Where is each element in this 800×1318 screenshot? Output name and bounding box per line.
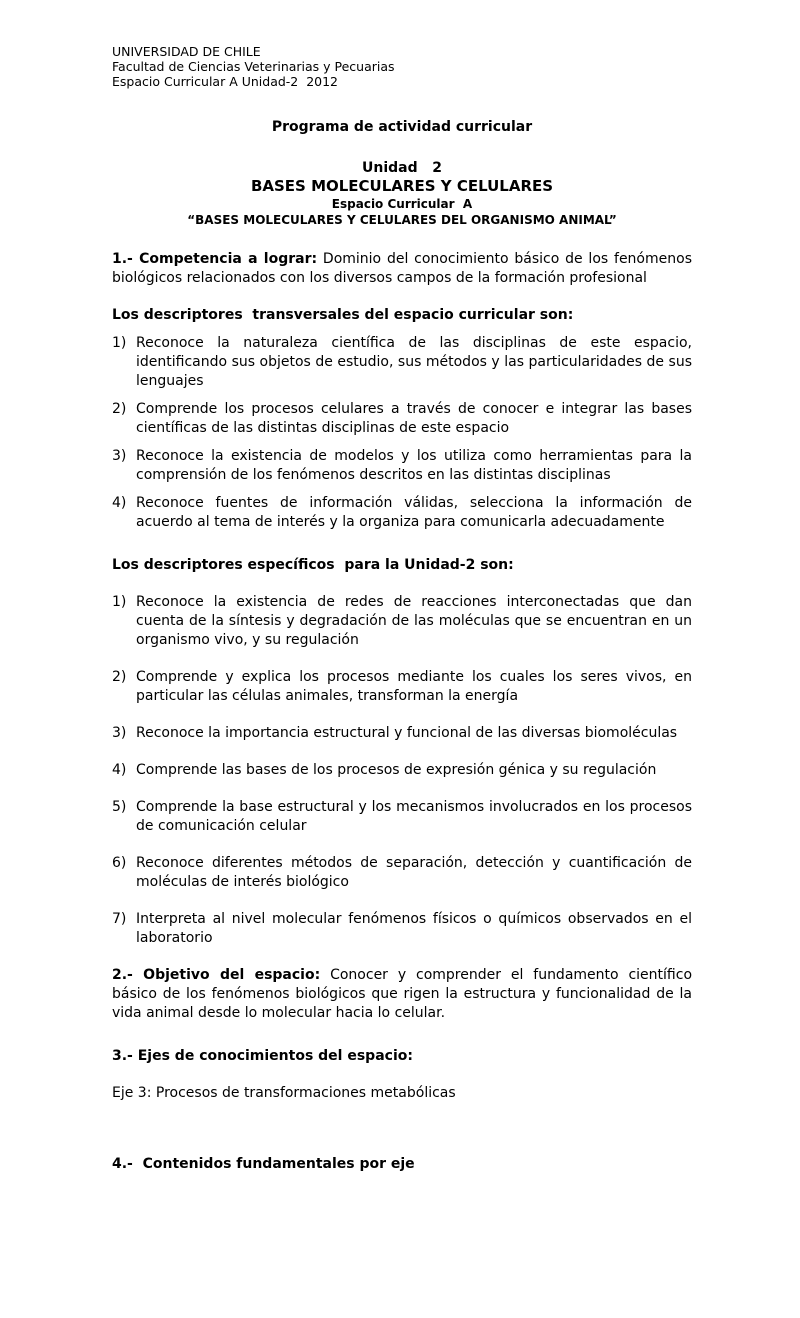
list-item-number: 3) bbox=[112, 725, 127, 741]
eje-3-line: Eje 3: Procesos de transformaciones metabólicas bbox=[112, 1085, 456, 1101]
unit-title: BASES MOLECULARES Y CELULARES bbox=[250, 177, 554, 195]
unit-number: Unidad 2 bbox=[362, 160, 442, 176]
list-item-text: Comprende las bases de los procesos de expresión génica y su regulación bbox=[136, 762, 657, 778]
list-item-text: Reconoce la existencia de redes de reacciones interconectadas que dan cuenta de la síntesis y degradación de las moléculas que se encuentran en un organismo vivo, y su regulación bbox=[136, 594, 692, 648]
list-item-number: 1) bbox=[112, 335, 127, 351]
list-item-text: Comprende y explica los procesos mediante los cuales los seres vivos, en particular las células animales, transforman la energía bbox=[136, 669, 692, 704]
objetivo-label: 2.- Objetivo del espacio: bbox=[112, 967, 321, 983]
list-item-number: 4) bbox=[112, 495, 127, 511]
unit-subtitle: “BASES MOLECULARES Y CELULARES DEL ORGANISMO ANIMAL” bbox=[187, 213, 617, 227]
header-university: UNIVERSIDAD DE CHILE bbox=[112, 44, 261, 59]
list-item bbox=[112, 400, 692, 438]
document-content bbox=[112, 44, 692, 1174]
contenidos-heading: 4.- Contenidos fundamentales por eje bbox=[112, 1156, 415, 1172]
document-title: Programa de actividad curricular bbox=[271, 119, 533, 135]
list-item-text: Reconoce la importancia estructural y funcional de las diversas biomoléculas bbox=[136, 725, 678, 741]
list-item-number: 7) bbox=[112, 911, 127, 927]
list-item-text: Reconoce diferentes métodos de separación, detección y cuantificación de moléculas de interés biológico bbox=[136, 855, 692, 890]
header-faculty: Facultad de Ciencias Veterinarias y Pecuarias bbox=[112, 59, 395, 74]
list-item-number: 4) bbox=[112, 762, 127, 778]
list-item bbox=[112, 668, 692, 706]
competencia-paragraph bbox=[112, 250, 692, 288]
list-item-number: 3) bbox=[112, 448, 127, 464]
unit-block bbox=[112, 159, 692, 228]
list-item-number: 5) bbox=[112, 799, 127, 815]
list-item bbox=[112, 447, 692, 485]
list-item-text: Reconoce la naturaleza científica de las disciplinas de este espacio, identificando sus objetos de estudio, sus métodos y las particularidades de sus lenguajes bbox=[136, 335, 692, 389]
especificos-list bbox=[112, 593, 692, 948]
list-item bbox=[112, 798, 692, 836]
list-item bbox=[112, 724, 692, 743]
list-item bbox=[112, 910, 692, 948]
list-item-text: Reconoce la existencia de modelos y los utiliza como herramientas para la comprensión de los fenómenos descritos en las distintas disciplinas bbox=[136, 448, 692, 483]
list-item bbox=[112, 494, 692, 532]
list-item bbox=[112, 593, 692, 650]
list-item bbox=[112, 761, 692, 780]
transversales-list bbox=[112, 334, 692, 532]
objetivo-paragraph bbox=[112, 966, 692, 1023]
list-item-text: Interpreta al nivel molecular fenómenos físicos o químicos observados en el laboratorio bbox=[136, 911, 692, 946]
especificos-heading: Los descriptores específicos para la Unidad-2 son: bbox=[112, 557, 514, 573]
ejes-heading: 3.- Ejes de conocimientos del espacio: bbox=[112, 1048, 413, 1064]
list-item-text: Reconoce fuentes de información válidas, selecciona la información de acuerdo al tema de interés y la organiza para comunicarla adecuadamente bbox=[136, 495, 692, 530]
list-item-number: 6) bbox=[112, 855, 127, 871]
list-item-text: Comprende la base estructural y los mecanismos involucrados en los procesos de comunicación celular bbox=[136, 799, 692, 834]
competencia-text: Dominio del conocimiento básico de los fenómenos biológicos relacionados con los diversos campos de la formación profesional bbox=[112, 251, 692, 286]
objetivo-text: Conocer y comprender el fundamento científico básico de los fenómenos biológicos que rigen la estructura y funcionalidad de la vida animal desde lo molecular hacia lo celular. bbox=[112, 967, 693, 1021]
list-item bbox=[112, 854, 692, 892]
transversales-heading: Los descriptores transversales del espacio curricular son: bbox=[112, 307, 574, 323]
header-curricular-space: Espacio Curricular A Unidad-2 2012 bbox=[112, 74, 339, 89]
list-item-number: 2) bbox=[112, 401, 127, 417]
list-item-number: 1) bbox=[112, 594, 127, 610]
list-item bbox=[112, 334, 692, 391]
list-item-text: Comprende los procesos celulares a través de conocer e integrar las bases científicas de las distintas disciplinas de este espacio bbox=[136, 401, 692, 436]
unit-space: Espacio Curricular A bbox=[331, 197, 473, 211]
list-item-number: 2) bbox=[112, 669, 127, 685]
competencia-label: 1.- Competencia a lograr: bbox=[112, 251, 318, 267]
